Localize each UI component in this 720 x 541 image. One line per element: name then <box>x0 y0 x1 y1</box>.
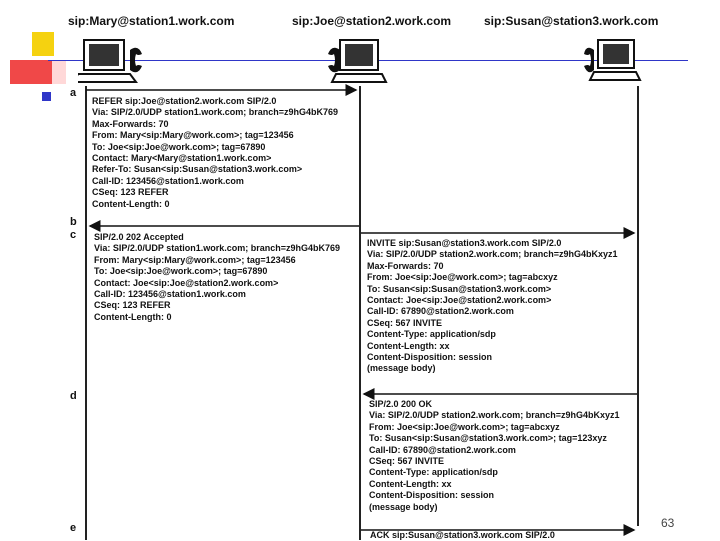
tick-c: c <box>70 229 77 241</box>
message-line: Via: SIP/2.0/UDP station2.work.com; branch=z9hG4bKxyz1 <box>367 249 618 260</box>
tick-e: e <box>70 522 77 534</box>
message-line: Call-ID: 67890@station2.work.com <box>367 306 514 317</box>
message-line: Refer-To: Susan<sip:Susan@station3.work.com> <box>92 164 303 175</box>
message-line: Max-Forwards: 70 <box>367 260 444 271</box>
message-line: SIP/2.0 202 Accepted <box>94 232 184 242</box>
message-line: SIP/2.0 200 OK <box>369 399 433 409</box>
message-line: Call-ID: 123456@station1.work.com <box>92 175 244 186</box>
tick-d: d <box>70 390 77 402</box>
message-line: To: Joe<sip:Joe@work.com>; tag=67890 <box>94 266 268 277</box>
message-line: Contact: Joe<sip:Joe@station2.work.com> <box>367 294 552 305</box>
message-line: Contact: Joe<sip:Joe@station2.work.com> <box>94 277 279 288</box>
message-line: From: Joe<sip:Joe@work.com>; tag=abcxyz <box>369 421 560 432</box>
message-200-ok <box>369 399 620 513</box>
message-line: To: Joe<sip:Joe@work.com>; tag=67890 <box>92 141 266 152</box>
tick-b: b <box>70 216 77 228</box>
message-line: Content-Length: 0 <box>92 198 170 209</box>
page-number: 63 <box>661 516 675 530</box>
message-ack <box>370 530 555 541</box>
message-202-accepted <box>94 232 340 323</box>
message-line: Via: SIP/2.0/UDP station2.work.com; branch=z9hG4bKxyz1 <box>369 410 620 421</box>
message-line: Contact: Mary<Mary@station1.work.com> <box>92 152 272 163</box>
tick-a: a <box>70 87 77 99</box>
message-line: To: Susan<sip:Susan@station3.work.com>; tag=123xyz <box>369 433 607 444</box>
station-label-joe: sip:Joe@station2.work.com <box>292 14 452 28</box>
message-line: INVITE sip:Susan@station3.work.com SIP/2.0 <box>367 238 562 248</box>
message-line: Via: SIP/2.0/UDP station1.work.com; branch=z9hG4bK769 <box>92 107 339 118</box>
message-line: Content-Type: application/sdp <box>367 329 496 340</box>
message-line: From: Joe<sip:Joe@work.com>; tag=abcxyz <box>367 272 558 283</box>
message-line: Content-Disposition: session <box>369 490 495 501</box>
message-line: (message body) <box>369 501 438 512</box>
message-line: Content-Length: 0 <box>94 311 172 322</box>
message-refer <box>92 96 338 210</box>
message-line: Content-Length: xx <box>369 478 452 489</box>
message-invite <box>367 238 618 375</box>
message-line: From: Mary<sip:Mary@work.com>; tag=123456 <box>94 254 296 265</box>
message-line: To: Susan<sip:Susan@station3.work.com> <box>367 283 552 294</box>
message-line: Call-ID: 123456@station1.work.com <box>94 288 246 299</box>
message-line: Content-Disposition: session <box>367 351 493 362</box>
message-line: (message body) <box>367 363 436 374</box>
message-line: Via: SIP/2.0/UDP station1.work.com; branch=z9hG4bK769 <box>94 243 341 254</box>
message-line: Max-Forwards: 70 <box>92 118 169 129</box>
message-line: Content-Length: xx <box>367 340 450 351</box>
message-line: Call-ID: 67890@station2.work.com <box>369 444 516 455</box>
message-line: CSeq: 123 REFER <box>94 300 171 311</box>
message-line: Content-Type: application/sdp <box>369 467 498 478</box>
station-label-mary: sip:Mary@station1.work.com <box>68 14 235 28</box>
message-line: ACK sip:Susan@station3.work.com SIP/2.0 <box>370 530 555 540</box>
message-line: CSeq: 123 REFER <box>92 187 169 198</box>
message-line: REFER sip:Joe@station2.work.com SIP/2.0 <box>92 96 277 106</box>
message-line: CSeq: 567 INVITE <box>367 317 443 328</box>
station-label-susan: sip:Susan@station3.work.com <box>484 14 659 28</box>
message-line: CSeq: 567 INVITE <box>369 455 445 466</box>
message-line: From: Mary<sip:Mary@work.com>; tag=123456 <box>92 130 294 141</box>
